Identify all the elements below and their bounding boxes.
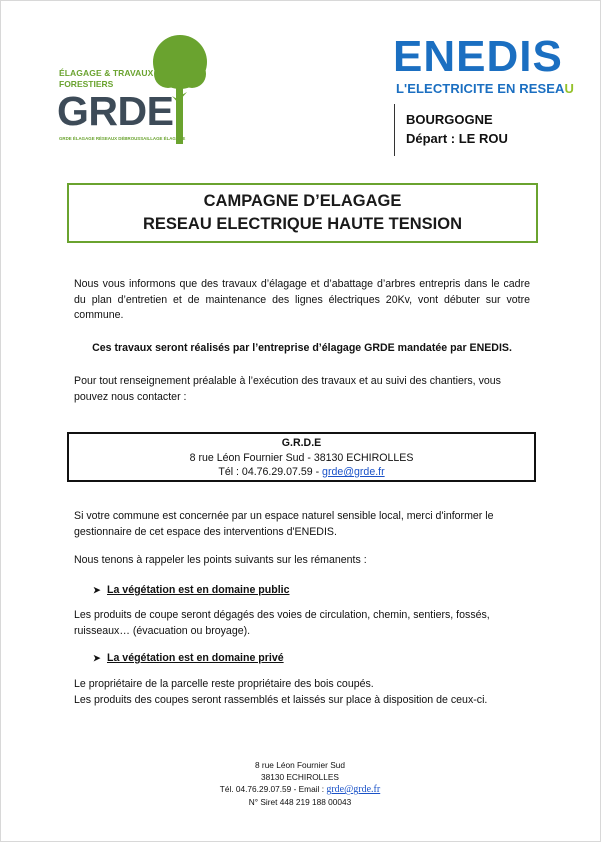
grde-logo-line2: FORESTIERS: [59, 79, 114, 89]
footer-siret: N° Siret 448 219 188 00043: [248, 797, 352, 807]
enedis-tagline-accent: U: [564, 81, 575, 96]
contact-name: G.R.D.E: [281, 437, 322, 449]
public-paragraph: Les produits de coupe seront dégagés des voies de circulation, chemin, sentiers, fossés, ruisseaux… (évacuation ou broyage).: [74, 609, 490, 637]
title-line-2: RESEAU ELECTRIQUE HAUTE TENSION: [142, 215, 463, 233]
contact-address: 8 rue Léon Fournier Sud - 38130 ECHIROLLES: [189, 451, 414, 464]
depart-label: Départ : LE ROU: [406, 131, 508, 146]
contact-intro: Pour tout renseignement préalable à l’exécution des travaux et au suivi des chantiers, vous pouvez nous contacter :: [74, 375, 501, 403]
reminder-paragraph: Nous tenons à rappeler les points suivants sur les rémanents :: [74, 554, 367, 566]
bullet-public: [93, 584, 289, 596]
enedis-logo-tagline: [396, 81, 574, 96]
title-line-1: CAMPAGNE D’ELAGAGE: [203, 192, 402, 210]
arrow-bullet-icon: ➤: [93, 585, 101, 595]
intro-paragraph: Nous vous informons que des travaux d’élagage et d’abattage d’arbres entrepris dans le cadre du plan d’entretien et de maintenance des lignes électriques 20Kv, vont débuter sur votre commune.: [74, 278, 530, 321]
bullet-private: [93, 652, 284, 664]
footer-address: 8 rue Léon Fournier Sud: [255, 760, 345, 770]
private-line-1: Le propriétaire de la parcelle reste propriétaire des bois coupés.: [74, 678, 374, 690]
region-label: BOURGOGNE: [406, 112, 493, 127]
footer: [200, 759, 400, 808]
title-box: [67, 183, 538, 243]
contact-email-link[interactable]: grde@grde.fr: [322, 466, 385, 478]
arrow-bullet-icon: ➤: [93, 653, 101, 663]
footer-contact: [200, 783, 400, 796]
enedis-logo-name: ENEDIS: [393, 32, 563, 81]
grde-logo-line1: ÉLAGAGE & TRAVAUX: [59, 68, 154, 78]
private-line-2: Les produits des coupes seront rassemblés et laissés sur place à disposition de ceux-ci.: [74, 693, 488, 706]
enedis-tagline-main: L'ELECTRICITE EN RESEA: [396, 81, 565, 96]
footer-city: 38130 ECHIROLLES: [261, 772, 339, 782]
header-divider: [394, 104, 395, 156]
natural-space-paragraph: Si votre commune est concernée par un espace naturel sensible local, merci d'informer le gestionnaire de cet espace des interventions d'ENEDIS.: [74, 510, 494, 538]
contact-phone: Tél : 04.76.29.07.59: [218, 466, 313, 478]
grde-logo-tagline: GRDE ÉLAGAGE RÉSEAUX DÉBROUSSAILLAGE ÉLAGAGE: [59, 136, 186, 141]
footer-email-link[interactable]: grde@grde.fr: [326, 784, 381, 795]
bullet-private-label: La végétation est en domaine privé: [107, 652, 284, 664]
grde-logo-name: GRDE: [57, 88, 174, 134]
footer-phone: Tél. 04.76.29.07.59 - Email :: [219, 784, 327, 794]
contact-separator: -: [312, 466, 323, 478]
contact-line: [69, 465, 534, 480]
bullet-public-label: La végétation est en domaine public: [107, 584, 290, 596]
contact-box: [67, 432, 536, 482]
private-paragraph: [74, 677, 530, 708]
bold-notice: Ces travaux seront réalisés par l’entreprise d’élagage GRDE mandatée par ENEDIS.: [92, 342, 512, 354]
